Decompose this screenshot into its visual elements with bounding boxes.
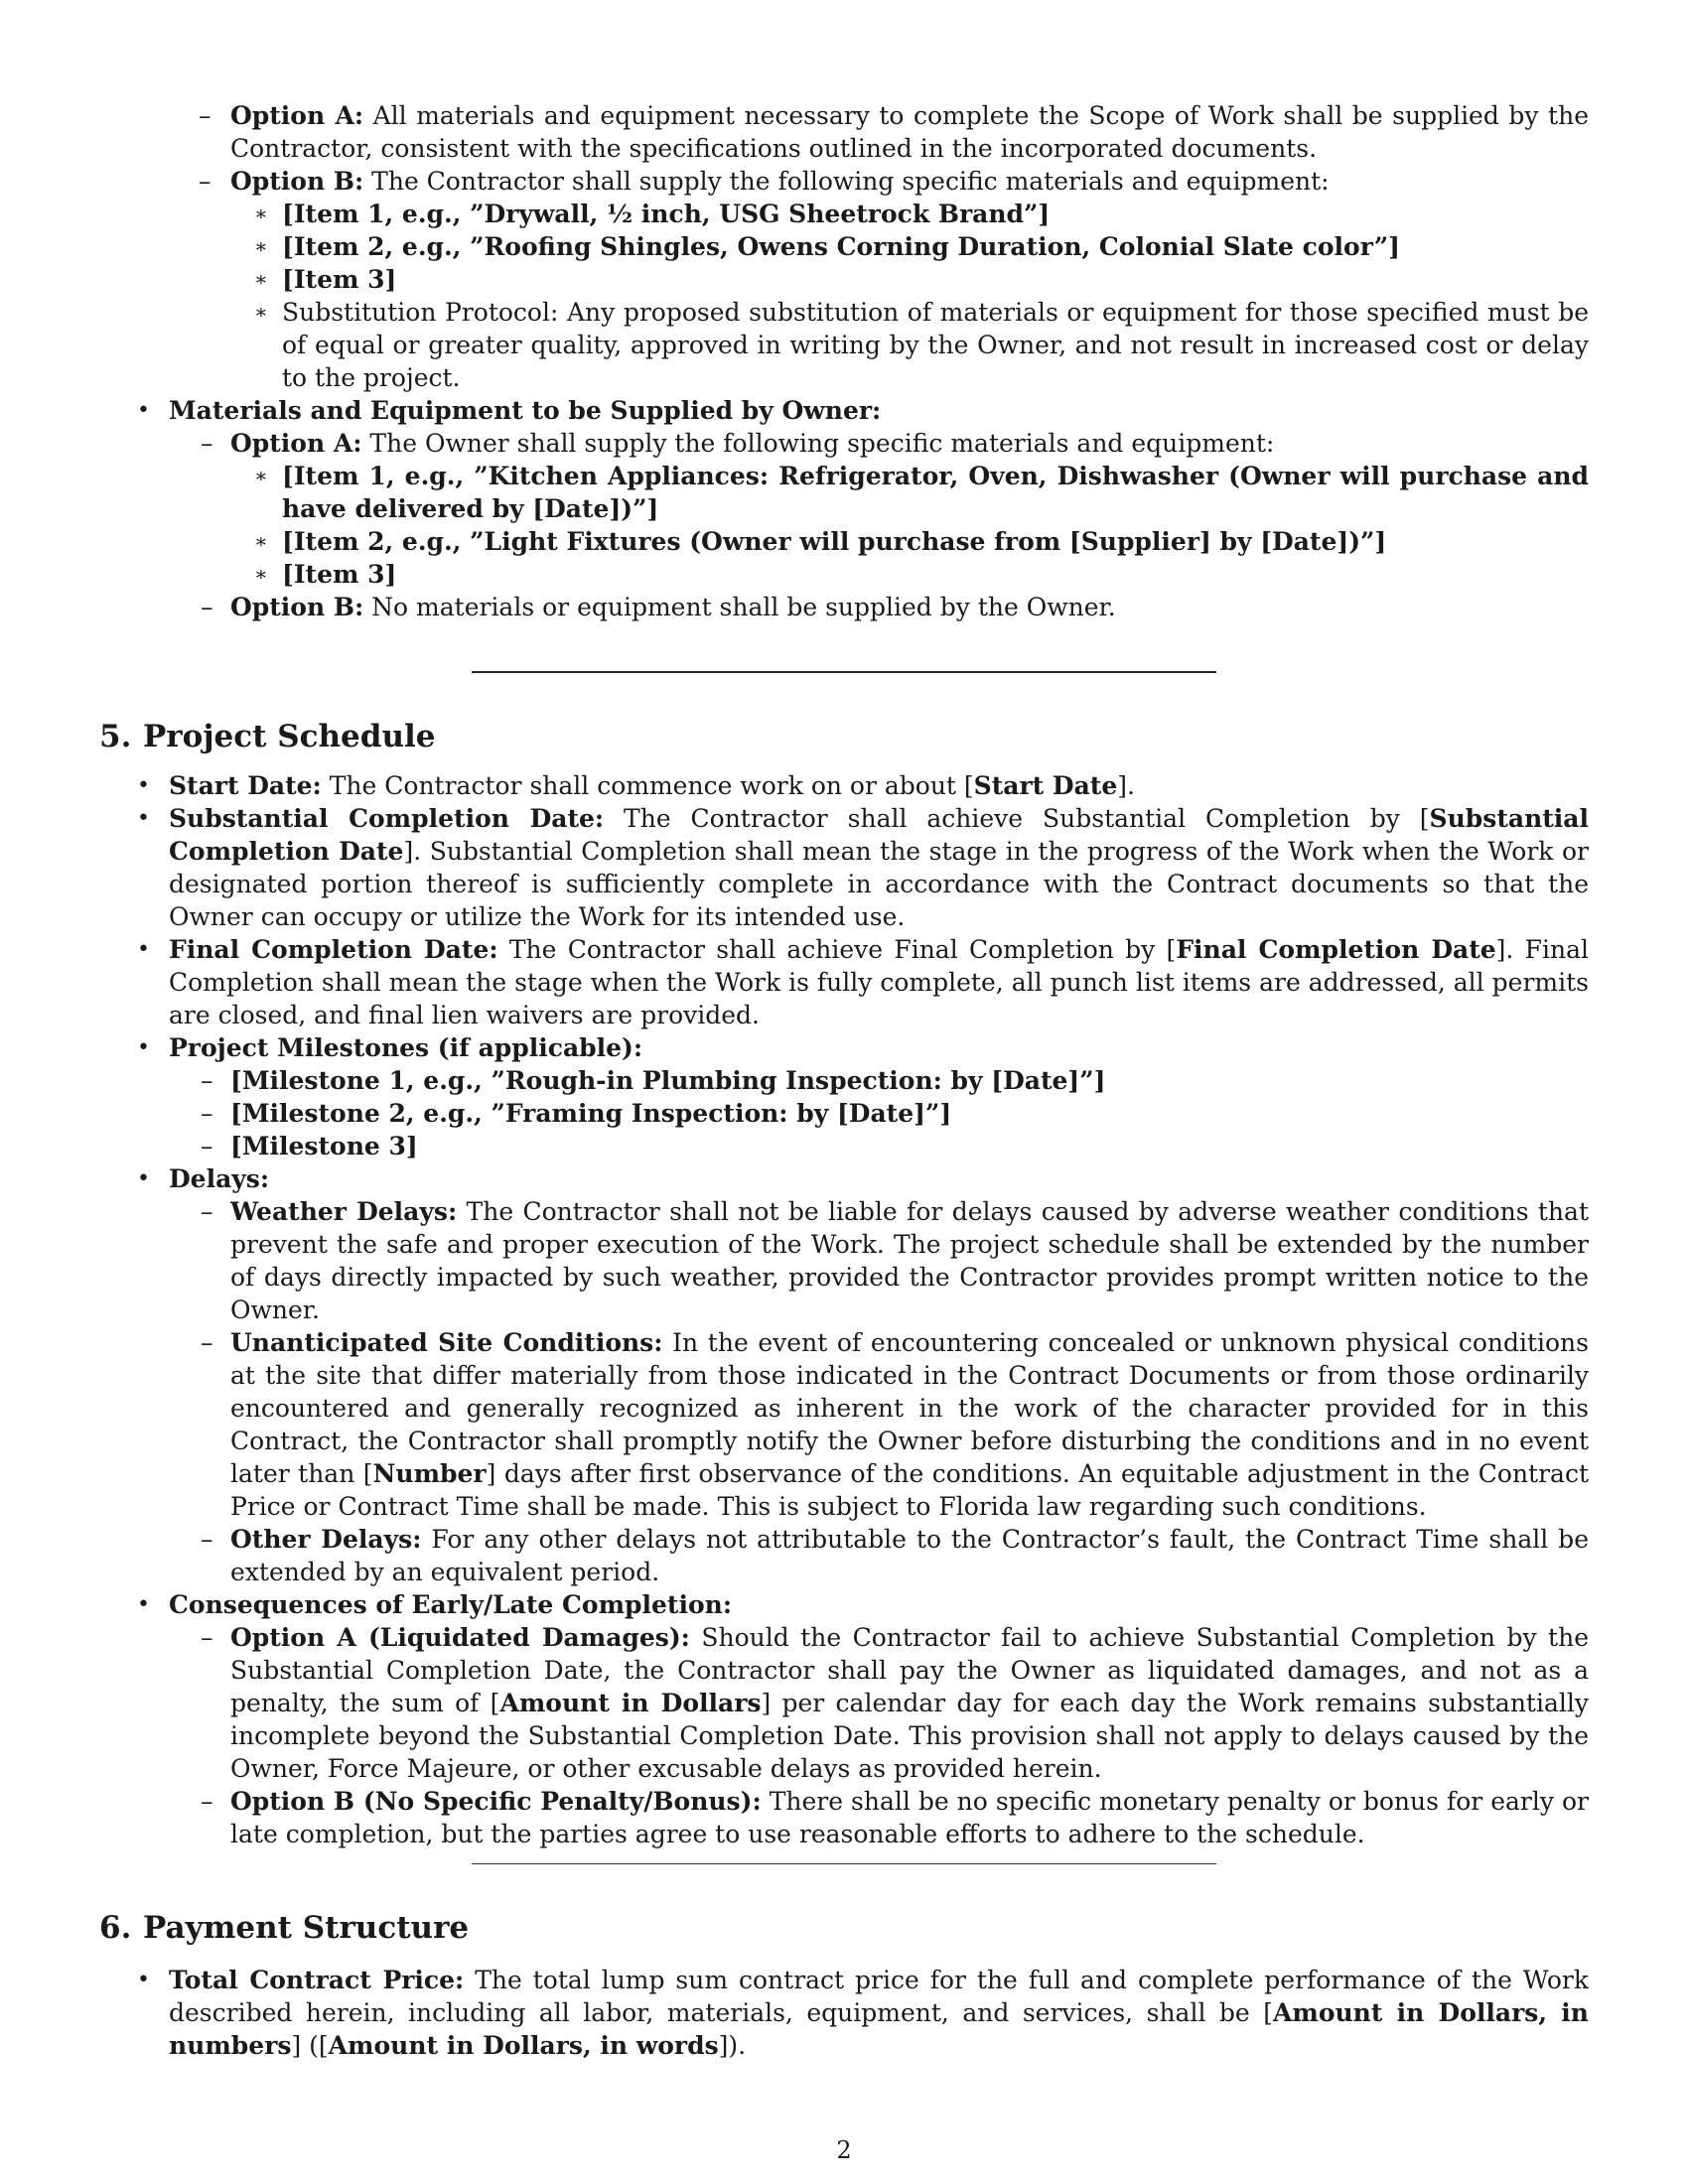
project-schedule-body	[99, 769, 1589, 1850]
item-text: The total lump sum contract price for the full and complete performance of the Work described herein, including all labor, materials, equipment, and services, shall be [	[169, 1966, 1589, 2027]
star-marker: ∗	[254, 464, 268, 487]
section-title: Payment Structure	[143, 1910, 470, 1946]
list-item	[230, 198, 1589, 230]
list-item	[230, 525, 1589, 558]
liquidated-damages-item	[169, 1621, 1589, 1785]
dash-marker: –	[199, 101, 211, 130]
list-item	[230, 460, 1589, 525]
placeholder-text: Start Date	[973, 771, 1118, 800]
milestones-list	[169, 1064, 1589, 1162]
no-penalty-item	[169, 1785, 1589, 1850]
list-item	[169, 1130, 1589, 1162]
item-label: Option B (No Specific Penalty/Bonus):	[230, 1787, 762, 1816]
milestone-text: [Milestone 1, e.g., ”Rough-in Plumbing Inspection: by [Date]”]	[230, 1066, 1106, 1095]
delays-item	[99, 1162, 1589, 1588]
owner-items-list	[230, 460, 1589, 591]
dash-marker: –	[201, 1132, 213, 1160]
consequences-item	[99, 1588, 1589, 1850]
item-text: Should the Contractor fail to achieve Substantial Completion by the Substantial Completion Date, the Contractor shall pay the Owner as liquidated damages, and not as a penalty, the sum of [	[230, 1623, 1590, 1717]
item-text: The Contractor shall not be liable for delays caused by adverse weather conditions that prevent the safe and proper execution of the Work. The project schedule shall be extended by the number of days directly impacted by such weather, provided the Contractor provides prompt written notice to the Owner.	[230, 1197, 1589, 1324]
option-text: All materials and equipment necessary to complete the Scope of Work shall be supplied by the Contractor, consistent with the specifications outlined in the incorporated documents.	[230, 101, 1590, 163]
contractor-options-list	[99, 99, 1589, 394]
item-text: In the event of encountering concealed or unknown physical conditions at the site that differ materially from those indicated in the Contract Documents or from those ordinarily encountered and generally recognized as inherent in the work of the character provided for in this Contract, the Contractor shall promptly notify the Owner before disturbing the conditions and in no event later than [	[230, 1328, 1589, 1488]
owner-option-a	[169, 427, 1589, 591]
bullet-marker: •	[137, 1035, 150, 1060]
item-text: There shall be no specific monetary penalty or bonus for early or late completion, but the parties agree to use reasonable efforts to adhere to the schedule.	[230, 1787, 1589, 1848]
star-marker: ∗	[254, 300, 268, 324]
dash-marker: –	[201, 1328, 213, 1357]
bullet-marker: •	[137, 806, 150, 831]
dash-marker: –	[201, 593, 213, 621]
section-divider	[472, 671, 1216, 673]
section-number: 6.	[99, 1910, 132, 1946]
list-item	[169, 1064, 1589, 1097]
owner-materials-item	[99, 394, 1589, 623]
substantial-completion-item	[99, 802, 1589, 933]
contractor-option-b	[99, 165, 1589, 394]
consequences-heading: Consequences of Early/Late Completion:	[169, 1590, 733, 1619]
bullet-marker: •	[137, 1968, 150, 1992]
owner-option-b	[169, 591, 1589, 623]
dash-marker: –	[201, 1066, 213, 1095]
option-text: The Contractor shall supply the following specific materials and equipment:	[363, 167, 1330, 196]
dash-marker: –	[201, 1525, 213, 1554]
item-text: The Contractor shall achieve Substantial Completion by [	[604, 804, 1430, 833]
delays-list	[169, 1195, 1589, 1588]
section-number: 5.	[99, 719, 132, 754]
dash-marker: –	[199, 167, 211, 196]
payment-structure-body	[99, 1964, 1589, 2062]
item-label: Total Contract Price:	[169, 1966, 465, 1994]
option-label: Option B:	[230, 593, 364, 621]
item-text: ]).	[718, 2031, 747, 2060]
contractor-option-a	[99, 99, 1589, 165]
materials-continuation	[99, 99, 1589, 623]
bullet-marker: •	[137, 398, 150, 423]
star-marker: ∗	[254, 562, 268, 586]
site-conditions-item	[169, 1326, 1589, 1523]
item-text: The Contractor shall commence work on or about [	[321, 771, 974, 800]
placeholder-text: Amount in Dollars, in numbers	[169, 1998, 1589, 2060]
item-text: ]. Substantial Completion shall mean the stage in the progress of the Work when the Work or designated portion thereof is sufficiently complete in accordance with the Contract documents so that the Owner can occupy or utilize the Work for its intended use.	[169, 837, 1589, 931]
item-text: ] days after first observance of the conditions. An equitable adjustment in the Contract Price or Contract Time shall be made. This is subject to Florida law regarding such conditions.	[230, 1459, 1590, 1521]
dash-marker: –	[201, 429, 213, 458]
placeholder-text: Final Completion Date	[1176, 935, 1496, 964]
placeholder-text: Amount in Dollars	[499, 1689, 762, 1717]
item-label: Option A (Liquidated Damages):	[230, 1623, 690, 1652]
item-text: ] ([	[291, 2031, 329, 2060]
bullet-marker: •	[137, 1166, 150, 1191]
contractor-items-list	[230, 198, 1589, 394]
item-label: Weather Delays:	[230, 1197, 458, 1226]
placeholder-text: Amount in Dollars, in words	[328, 2031, 719, 2060]
item-label: Final Completion Date:	[169, 935, 498, 964]
section-title: Project Schedule	[143, 719, 436, 754]
item-text: [Item 2, e.g., ”Roofing Shingles, Owens Corning Duration, Colonial Slate color”]	[282, 232, 1401, 261]
item-text: [Item 3]	[282, 265, 397, 294]
placeholder-text: Substantial Completion Date	[169, 804, 1589, 866]
star-marker: ∗	[254, 202, 268, 225]
substitution-protocol-text: Substitution Protocol: Any proposed substitution of materials or equipment for those specified must be of equal or greater quality, approved in writing by the Owner, and not result in increased cost or delay to the project.	[282, 298, 1589, 392]
list-item	[230, 263, 1589, 296]
delays-heading: Delays:	[169, 1164, 270, 1193]
owner-materials-list	[99, 394, 1589, 623]
bullet-marker: •	[137, 1592, 150, 1617]
final-completion-item	[99, 933, 1589, 1031]
weather-delays-item	[169, 1195, 1589, 1326]
item-text: [Item 1, e.g., ”Kitchen Appliances: Refrigerator, Oven, Dishwasher (Owner will purchase and have delivered by [Date])”]	[282, 462, 1589, 523]
list-item	[230, 296, 1589, 394]
owner-options-list	[169, 427, 1589, 623]
schedule-list	[99, 769, 1589, 1850]
dash-marker: –	[201, 1099, 213, 1128]
list-item	[230, 230, 1589, 263]
star-marker: ∗	[254, 234, 268, 258]
item-text: The Contractor shall achieve Final Completion by [	[497, 935, 1177, 964]
item-label: Unanticipated Site Conditions:	[230, 1328, 663, 1357]
page-number: 2	[836, 2136, 852, 2164]
item-label: Substantial Completion Date:	[169, 804, 605, 833]
list-item	[230, 558, 1589, 591]
option-text: No materials or equipment shall be supplied by the Owner.	[363, 593, 1116, 621]
owner-materials-heading: Materials and Equipment to be Supplied by Owner:	[169, 396, 882, 425]
section-heading-payment-structure	[99, 1908, 469, 1948]
placeholder-text: Number	[372, 1459, 487, 1488]
option-label: Option B:	[230, 167, 364, 196]
consequences-list	[169, 1621, 1589, 1850]
item-text: ]. Final Completion shall mean the stage when the Work is fully complete, all punch list items are addressed, all permits are closed, and final lien waivers are provided.	[169, 935, 1589, 1029]
star-marker: ∗	[254, 267, 268, 291]
section-divider	[472, 1863, 1216, 1864]
payment-list	[99, 1964, 1589, 2062]
item-text: [Item 2, e.g., ”Light Fixtures (Owner will purchase from [Supplier] by [Date])”]	[282, 527, 1387, 556]
dash-marker: –	[201, 1787, 213, 1816]
section-heading-project-schedule	[99, 717, 436, 756]
bullet-marker: •	[137, 937, 150, 962]
item-text: ].	[1117, 771, 1135, 800]
start-date-item	[99, 769, 1589, 802]
item-text: For any other delays not attributable to the Contractor’s fault, the Contract Time shall be extended by an equivalent period.	[230, 1525, 1589, 1586]
bullet-marker: •	[137, 773, 150, 798]
item-text: [Item 1, e.g., ”Drywall, ½ inch, USG Sheetrock Brand”]	[282, 200, 1051, 228]
milestone-text: [Milestone 3]	[230, 1132, 418, 1160]
milestones-heading: Project Milestones (if applicable):	[169, 1033, 643, 1062]
item-label: Start Date:	[169, 771, 322, 800]
milestone-text: [Milestone 2, e.g., ”Framing Inspection: by [Date]”]	[230, 1099, 952, 1128]
dash-marker: –	[201, 1623, 213, 1652]
star-marker: ∗	[254, 529, 268, 553]
total-contract-price-item	[99, 1964, 1589, 2062]
dash-marker: –	[201, 1197, 213, 1226]
option-label: Option A:	[230, 429, 362, 458]
list-item	[169, 1097, 1589, 1130]
milestones-item	[99, 1031, 1589, 1162]
other-delays-item	[169, 1523, 1589, 1588]
option-label: Option A:	[230, 101, 364, 130]
item-text: ] per calendar day for each day the Work remains substantially incomplete beyond the Substantial Completion Date. This provision shall not apply to delays caused by the Owner, Force Majeure, or other excusable delays as provided herein.	[230, 1689, 1589, 1783]
item-text: [Item 3]	[282, 560, 397, 589]
option-text: The Owner shall supply the following specific materials and equipment:	[361, 429, 1275, 458]
item-label: Other Delays:	[230, 1525, 422, 1554]
